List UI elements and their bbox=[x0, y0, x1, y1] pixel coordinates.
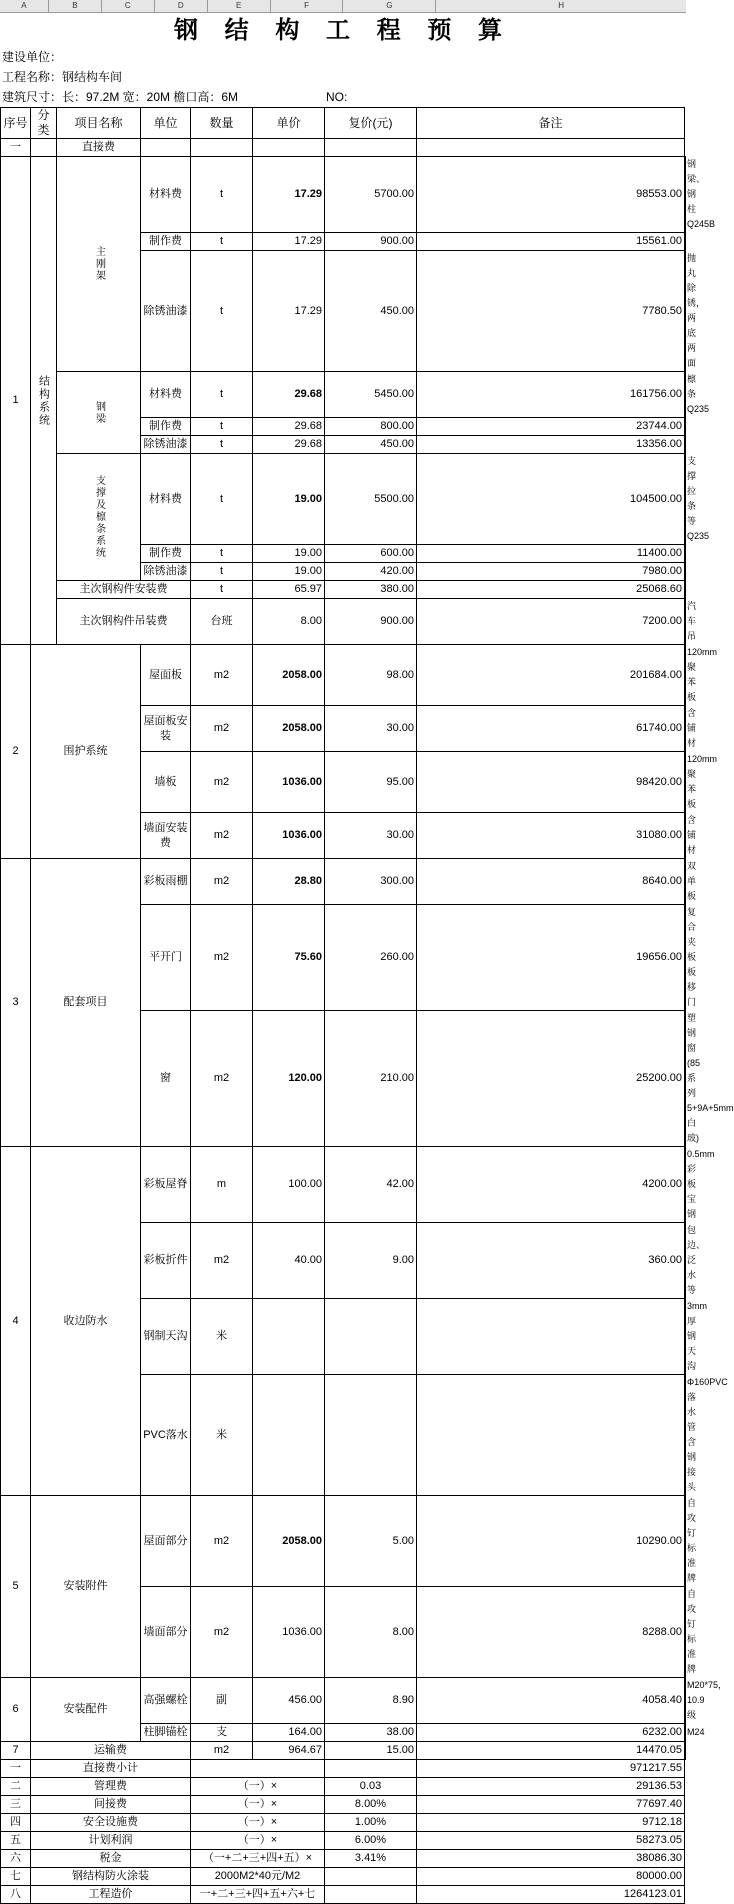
row-qty: 456.00 bbox=[253, 1678, 325, 1724]
summary-row[interactable] bbox=[1, 1886, 686, 1904]
row-amount bbox=[325, 139, 417, 157]
row-note bbox=[685, 581, 686, 599]
row-qty: 29.68 bbox=[253, 418, 325, 436]
row-price: 380.00 bbox=[325, 581, 417, 599]
row-amount bbox=[417, 1375, 685, 1496]
row-price: 95.00 bbox=[325, 752, 417, 813]
row-price: 8.90 bbox=[325, 1678, 417, 1724]
summary-no: 四 bbox=[1, 1814, 31, 1832]
row-qty: 2058.00 bbox=[253, 645, 325, 706]
row-price: 900.00 bbox=[325, 599, 417, 645]
row-note: 自攻钉 标准牌 bbox=[685, 1496, 686, 1587]
row-unit: t bbox=[191, 233, 253, 251]
row-price bbox=[253, 139, 325, 157]
summary-amount: 58273.05 bbox=[417, 1832, 685, 1850]
row-note: 含铺材 bbox=[685, 813, 686, 859]
row-no: 2 bbox=[1, 645, 31, 859]
row-price: 42.00 bbox=[325, 1147, 417, 1223]
row-note: 塑钢窗(85系列 5+9A+5mm白玻) bbox=[685, 1011, 686, 1147]
row-note: 自攻钉 标准牌 bbox=[685, 1587, 686, 1678]
table-row[interactable] bbox=[1, 1496, 686, 1587]
row-note: Φ160PVC落水管含钢接头 bbox=[685, 1375, 686, 1496]
row-price: 8.00 bbox=[325, 1587, 417, 1678]
row-amount: 25068.60 bbox=[417, 581, 685, 599]
row-amount: 10290.00 bbox=[417, 1496, 685, 1587]
col-letter-b[interactable]: B bbox=[49, 0, 102, 12]
row-no: 3 bbox=[1, 859, 31, 1147]
row-unit: m2 bbox=[191, 706, 253, 752]
row-name: 墙面部分 bbox=[141, 1587, 191, 1678]
row-qty: 120.00 bbox=[253, 1011, 325, 1147]
row-note: 复合夹板板移门 bbox=[685, 905, 686, 1011]
row-price: 5.00 bbox=[325, 1496, 417, 1587]
row-cat bbox=[31, 139, 57, 157]
row-price: 5450.00 bbox=[325, 372, 417, 418]
table-row[interactable] bbox=[1, 599, 686, 645]
row-name: 除锈油漆 bbox=[141, 436, 191, 454]
summary-amount: 80000.00 bbox=[417, 1868, 685, 1886]
col-price: 单价 bbox=[253, 108, 325, 139]
building-size-line: 建筑尺寸：长：97.2M 宽：20M 檐口高：6M bbox=[2, 89, 239, 104]
table-row[interactable] bbox=[1, 645, 686, 706]
col-letter-a[interactable]: A bbox=[0, 0, 49, 12]
row-qty: 17.29 bbox=[253, 157, 325, 233]
row-name: 除锈油漆 bbox=[141, 251, 191, 372]
row-name: 柱脚锚栓 bbox=[141, 1724, 191, 1742]
summary-formula: （一）× bbox=[191, 1796, 325, 1814]
row-name: 主次钢构件吊装费 bbox=[57, 599, 191, 645]
row-unit: m2 bbox=[191, 813, 253, 859]
summary-no: 五 bbox=[1, 1832, 31, 1850]
summary-no: 七 bbox=[1, 1868, 31, 1886]
summary-name: 工程造价 bbox=[31, 1886, 191, 1904]
row-qty: 19.00 bbox=[253, 563, 325, 581]
summary-rate: 8.00% bbox=[325, 1796, 417, 1814]
group-subcategory: 支撑及檩条系统 bbox=[57, 454, 141, 581]
row-note: M20*75，10.9级 bbox=[685, 1678, 686, 1724]
row-note: 钢梁、钢柱 Q245B bbox=[685, 157, 686, 233]
row-unit: m2 bbox=[191, 905, 253, 1011]
summary-name: 计划利润 bbox=[31, 1832, 191, 1850]
row-no: 1 bbox=[1, 157, 31, 645]
row-qty bbox=[253, 1299, 325, 1375]
row-qty: 1036.00 bbox=[253, 752, 325, 813]
row-name: 墙面安装费 bbox=[141, 813, 191, 859]
row-amount: 6232.00 bbox=[417, 1724, 685, 1742]
budget-table bbox=[0, 107, 734, 1904]
col-qty: 数量 bbox=[191, 108, 253, 139]
col-letter-g[interactable]: G bbox=[343, 0, 436, 12]
row-amount: 98553.00 bbox=[417, 157, 685, 233]
no-label: NO: bbox=[326, 89, 348, 104]
row-amount: 7200.00 bbox=[417, 599, 685, 645]
row-price: 420.00 bbox=[325, 563, 417, 581]
row-name: 直接费 bbox=[57, 139, 141, 157]
row-qty: 29.68 bbox=[253, 436, 325, 454]
row-qty: 8.00 bbox=[253, 599, 325, 645]
row-unit: t bbox=[191, 454, 253, 545]
row-note: 120mm 聚苯板 bbox=[685, 752, 686, 813]
row-unit: m2 bbox=[191, 1011, 253, 1147]
row-note: 抛丸除锈，两底两面 bbox=[685, 251, 686, 372]
summary-formula: （一+二+三+四+五）× bbox=[191, 1850, 325, 1868]
row-note bbox=[685, 1742, 686, 1760]
table-row[interactable] bbox=[1, 1147, 686, 1223]
row-amount: 98420.00 bbox=[417, 752, 685, 813]
row-name: 主次钢构件安装费 bbox=[57, 581, 191, 599]
col-letter-f[interactable]: F bbox=[271, 0, 344, 12]
summary-row[interactable] bbox=[1, 1832, 686, 1850]
row-amount: 201684.00 bbox=[417, 645, 685, 706]
row-unit: t bbox=[191, 418, 253, 436]
table-row[interactable] bbox=[1, 454, 686, 545]
summary-formula: （一）× bbox=[191, 1814, 325, 1832]
row-name: 材料费 bbox=[141, 454, 191, 545]
row-amount: 161756.00 bbox=[417, 372, 685, 418]
row-name: 彩板屋脊 bbox=[141, 1147, 191, 1223]
row-qty bbox=[253, 1375, 325, 1496]
summary-no: 八 bbox=[1, 1886, 31, 1904]
row-price: 300.00 bbox=[325, 859, 417, 905]
row-unit: 副 bbox=[191, 1678, 253, 1724]
row-name: 屋面板 bbox=[141, 645, 191, 706]
page-title: 钢 结 构 工 程 预 算 bbox=[174, 16, 513, 44]
row-price: 800.00 bbox=[325, 418, 417, 436]
col-letter-e[interactable]: E bbox=[208, 0, 271, 12]
summary-row[interactable] bbox=[1, 1850, 686, 1868]
summary-rate: 6.00% bbox=[325, 1832, 417, 1850]
row-qty: 19.00 bbox=[253, 454, 325, 545]
row-name: 屋面板安装 bbox=[141, 706, 191, 752]
summary-formula: 2000M2*40元/M2 bbox=[191, 1868, 325, 1886]
summary-formula: （一）× bbox=[191, 1832, 325, 1850]
row-price: 900.00 bbox=[325, 233, 417, 251]
row-note: 3mm厚钢天沟 bbox=[685, 1299, 686, 1375]
row-name: 材料费 bbox=[141, 372, 191, 418]
summary-formula: （一）× bbox=[191, 1778, 325, 1796]
summary-rate bbox=[325, 1760, 417, 1778]
row-no: 一 bbox=[1, 139, 31, 157]
row-price: 98.00 bbox=[325, 645, 417, 706]
group-category: 配套项目 bbox=[31, 859, 141, 1147]
row-amount: 7980.00 bbox=[417, 563, 685, 581]
row-name: PVC落水 bbox=[141, 1375, 191, 1496]
row-unit: m bbox=[191, 1147, 253, 1223]
summary-name: 直接费小计 bbox=[31, 1760, 191, 1778]
summary-rate: 3.41% bbox=[325, 1850, 417, 1868]
column-header-strip bbox=[0, 0, 686, 13]
row-qty: 17.29 bbox=[253, 251, 325, 372]
summary-formula: 一+二+三+四+五+六+七 bbox=[191, 1886, 325, 1904]
row-name: 平开门 bbox=[141, 905, 191, 1011]
summary-amount: 38086.30 bbox=[417, 1850, 685, 1868]
summary-amount: 77697.40 bbox=[417, 1796, 685, 1814]
row-amount: 8640.00 bbox=[417, 859, 685, 905]
row-amount: 4058.40 bbox=[417, 1678, 685, 1724]
summary-no: 二 bbox=[1, 1778, 31, 1796]
col-no: 序号 bbox=[1, 108, 31, 139]
row-amount: 7780.50 bbox=[417, 251, 685, 372]
col-letter-d[interactable]: D bbox=[155, 0, 208, 12]
row-qty: 17.29 bbox=[253, 233, 325, 251]
row-amount: 19656.00 bbox=[417, 905, 685, 1011]
row-unit: t bbox=[191, 157, 253, 233]
col-letter-h[interactable]: H bbox=[558, 1, 565, 10]
row-qty: 1036.00 bbox=[253, 813, 325, 859]
row-name: 除锈油漆 bbox=[141, 563, 191, 581]
row-unit: t bbox=[191, 581, 253, 599]
row-qty: 164.00 bbox=[253, 1724, 325, 1742]
row-price: 600.00 bbox=[325, 545, 417, 563]
row-unit: m2 bbox=[191, 752, 253, 813]
row-price: 260.00 bbox=[325, 905, 417, 1011]
row-name: 高强螺栓 bbox=[141, 1678, 191, 1724]
row-note bbox=[417, 139, 685, 157]
summary-row[interactable] bbox=[1, 1760, 686, 1778]
row-unit: t bbox=[191, 436, 253, 454]
row-name: 屋面部分 bbox=[141, 1496, 191, 1587]
row-unit: t bbox=[191, 563, 253, 581]
row-unit: m2 bbox=[191, 1496, 253, 1587]
group-category: 围护系统 bbox=[31, 645, 141, 859]
document-header bbox=[0, 13, 686, 107]
row-amount: 11400.00 bbox=[417, 545, 685, 563]
col-category: 分类 bbox=[31, 108, 57, 139]
summary-amount: 1264123.01 bbox=[417, 1886, 685, 1904]
row-unit: m2 bbox=[191, 645, 253, 706]
table-row[interactable] bbox=[1, 859, 686, 905]
row-no: 7 bbox=[1, 1742, 31, 1760]
row-note bbox=[685, 233, 686, 251]
row-qty: 75.60 bbox=[253, 905, 325, 1011]
summary-amount: 971217.55 bbox=[417, 1760, 685, 1778]
summary-no: 六 bbox=[1, 1850, 31, 1868]
group-category: 安装配件 bbox=[31, 1678, 141, 1742]
row-price: 9.00 bbox=[325, 1223, 417, 1299]
row-qty: 19.00 bbox=[253, 545, 325, 563]
summary-name: 管理费 bbox=[31, 1778, 191, 1796]
row-name: 彩板折件 bbox=[141, 1223, 191, 1299]
table-row[interactable] bbox=[1, 1678, 686, 1724]
row-qty: 2058.00 bbox=[253, 1496, 325, 1587]
row-no: 5 bbox=[1, 1496, 31, 1678]
row-price: 5700.00 bbox=[325, 157, 417, 233]
project-name-line bbox=[0, 67, 252, 87]
row-price: 450.00 bbox=[325, 436, 417, 454]
row-unit: m2 bbox=[191, 1587, 253, 1678]
row-qty: 65.97 bbox=[253, 581, 325, 599]
row-amount: 360.00 bbox=[417, 1223, 685, 1299]
group-structure-system: 结构系统 bbox=[31, 157, 57, 645]
row-price bbox=[325, 1375, 417, 1496]
row-note: 0.5mm彩板 宝钢 bbox=[685, 1147, 686, 1223]
row-qty: 964.67 bbox=[253, 1742, 325, 1760]
row-note bbox=[685, 545, 686, 563]
table-row[interactable] bbox=[1, 372, 686, 418]
row-name: 墙板 bbox=[141, 752, 191, 813]
row-amount: 14470.05 bbox=[417, 1742, 685, 1760]
row-qty: 40.00 bbox=[253, 1223, 325, 1299]
row-note: 檩条Q235 bbox=[685, 372, 686, 418]
table-row-section[interactable] bbox=[1, 139, 686, 157]
row-name: 钢制天沟 bbox=[141, 1299, 191, 1375]
project-name-value: 钢结构车间 bbox=[62, 69, 123, 84]
summary-name: 税金 bbox=[31, 1850, 191, 1868]
row-note bbox=[685, 436, 686, 454]
row-qty: 29.68 bbox=[253, 372, 325, 418]
row-unit: m2 bbox=[191, 1223, 253, 1299]
row-unit: t bbox=[191, 372, 253, 418]
table-header-row bbox=[1, 108, 686, 139]
row-unit: 米 bbox=[191, 1375, 253, 1496]
summary-amount: 29136.53 bbox=[417, 1778, 685, 1796]
col-amount: 复价(元) bbox=[325, 108, 417, 139]
row-name: 制作费 bbox=[141, 545, 191, 563]
col-note: 备注 bbox=[417, 108, 685, 139]
summary-amount: 9712.18 bbox=[417, 1814, 685, 1832]
row-price: 30.00 bbox=[325, 706, 417, 752]
row-unit: 台班 bbox=[191, 599, 253, 645]
row-amount: 61740.00 bbox=[417, 706, 685, 752]
row-note: M24 bbox=[685, 1724, 686, 1742]
row-unit: t bbox=[191, 251, 253, 372]
row-amount: 4200.00 bbox=[417, 1147, 685, 1223]
row-qty: 1036.00 bbox=[253, 1587, 325, 1678]
row-unit: t bbox=[191, 545, 253, 563]
row-note: 汽车吊 bbox=[685, 599, 686, 645]
row-note: 双单板 bbox=[685, 859, 686, 905]
table-row[interactable] bbox=[1, 1742, 686, 1760]
summary-row[interactable] bbox=[1, 1778, 686, 1796]
row-name: 窗 bbox=[141, 1011, 191, 1147]
summary-rate: 1.00% bbox=[325, 1814, 417, 1832]
construction-unit-label: 建设单位： bbox=[2, 49, 63, 64]
row-qty bbox=[191, 139, 253, 157]
row-price bbox=[325, 1299, 417, 1375]
row-note: 包边、泛水等 bbox=[685, 1223, 686, 1299]
row-amount bbox=[417, 1299, 685, 1375]
summary-formula bbox=[191, 1760, 325, 1778]
project-name-label: 工程名称： bbox=[2, 69, 63, 84]
row-name: 运输费 bbox=[31, 1742, 191, 1760]
col-item-name: 项目名称 bbox=[57, 108, 141, 139]
summary-row[interactable] bbox=[1, 1868, 686, 1886]
row-unit: m2 bbox=[191, 859, 253, 905]
summary-row[interactable] bbox=[1, 1814, 686, 1832]
row-amount: 25200.00 bbox=[417, 1011, 685, 1147]
row-qty: 100.00 bbox=[253, 1147, 325, 1223]
summary-rate bbox=[325, 1868, 417, 1886]
row-amount: 8288.00 bbox=[417, 1587, 685, 1678]
row-no: 4 bbox=[1, 1147, 31, 1496]
row-price: 38.00 bbox=[325, 1724, 417, 1742]
row-amount: 13356.00 bbox=[417, 436, 685, 454]
row-name: 彩板雨棚 bbox=[141, 859, 191, 905]
summary-name: 钢结构防火涂装 bbox=[31, 1868, 191, 1886]
col-unit: 单位 bbox=[141, 108, 191, 139]
row-note: 支撑拉条等Q235 bbox=[685, 454, 686, 545]
summary-name: 间接费 bbox=[31, 1796, 191, 1814]
row-no: 6 bbox=[1, 1678, 31, 1742]
row-name: 材料费 bbox=[141, 157, 191, 233]
row-amount: 31080.00 bbox=[417, 813, 685, 859]
row-unit: m2 bbox=[191, 1742, 253, 1760]
row-price: 30.00 bbox=[325, 813, 417, 859]
group-category: 安装附件 bbox=[31, 1496, 141, 1678]
row-qty: 28.80 bbox=[253, 859, 325, 905]
summary-no: 一 bbox=[1, 1760, 31, 1778]
row-price: 450.00 bbox=[325, 251, 417, 372]
group-subcategory: 主刚架 bbox=[57, 157, 141, 372]
row-amount: 104500.00 bbox=[417, 454, 685, 545]
summary-no: 三 bbox=[1, 1796, 31, 1814]
table-row[interactable] bbox=[1, 581, 686, 599]
row-note: 120mm 聚苯板 bbox=[685, 645, 686, 706]
row-unit: 支 bbox=[191, 1724, 253, 1742]
summary-name: 安全设施费 bbox=[31, 1814, 191, 1832]
row-note bbox=[685, 563, 686, 581]
row-name: 制作费 bbox=[141, 418, 191, 436]
row-name: 制作费 bbox=[141, 233, 191, 251]
col-letter-c[interactable]: C bbox=[102, 0, 155, 12]
row-amount: 23744.00 bbox=[417, 418, 685, 436]
row-price: 210.00 bbox=[325, 1011, 417, 1147]
row-note bbox=[685, 418, 686, 436]
table-row[interactable] bbox=[1, 157, 686, 233]
row-amount: 15561.00 bbox=[417, 233, 685, 251]
group-category: 收边防水 bbox=[31, 1147, 141, 1496]
summary-row[interactable] bbox=[1, 1796, 686, 1814]
group-subcategory: 钢梁 bbox=[57, 372, 141, 454]
row-price: 5500.00 bbox=[325, 454, 417, 545]
row-unit: 米 bbox=[191, 1299, 253, 1375]
row-price: 15.00 bbox=[325, 1742, 417, 1760]
summary-rate bbox=[325, 1886, 417, 1904]
row-unit bbox=[141, 139, 191, 157]
row-qty: 2058.00 bbox=[253, 706, 325, 752]
summary-rate: 0.03 bbox=[325, 1778, 417, 1796]
row-note: 含铺材 bbox=[685, 706, 686, 752]
